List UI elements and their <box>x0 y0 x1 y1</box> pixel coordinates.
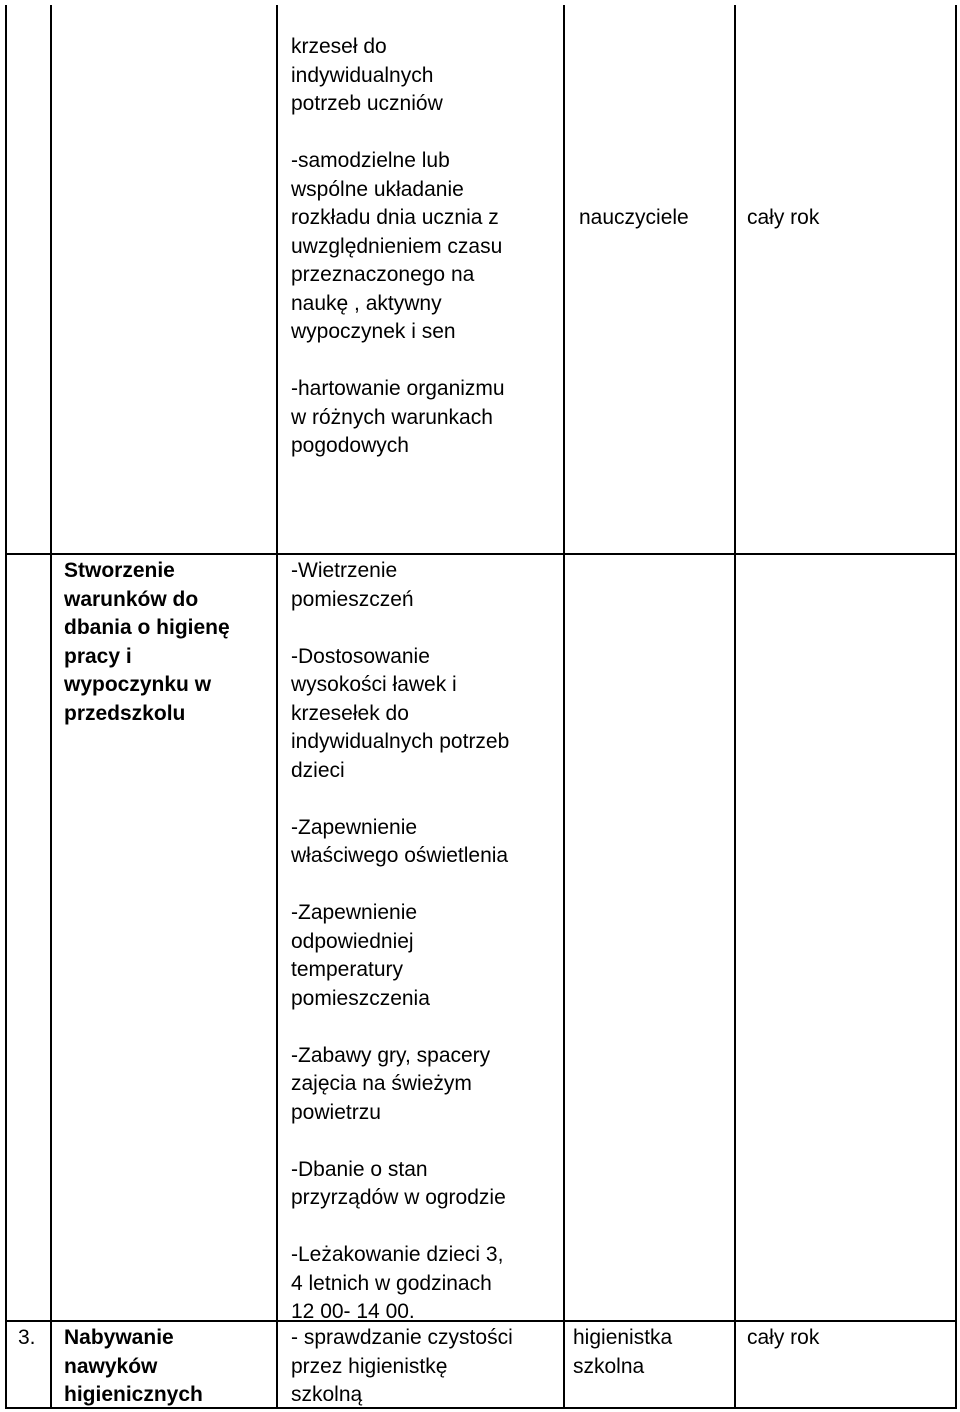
task-text: -Leżakowanie dzieci 3, 4 letnich w godzinach 12 00- 14 00. <box>291 1243 504 1323</box>
column-divider-3 <box>563 5 565 1409</box>
task-text: - sprawdzanie czystości przez higienistkę szkolną <box>291 1326 513 1406</box>
column-divider-2 <box>276 5 278 1409</box>
row-3-number-cell <box>18 1324 48 1353</box>
deadline-text: cały rok <box>747 206 820 229</box>
responsible-text: higienistka szkolna <box>573 1326 673 1378</box>
responsible-text: nauczyciele <box>579 206 689 229</box>
row-number: 3. <box>18 1326 36 1349</box>
row-2-area-cell <box>64 557 274 728</box>
row-3-area-cell <box>64 1324 274 1410</box>
column-divider-4 <box>734 5 736 1409</box>
area-text: Stworzenie warunków do dbania o higienę pracy i wypoczynku w przedszkolu <box>64 559 230 725</box>
row-divider-1 <box>5 553 957 555</box>
task-text: -Dostosowanie wysokości ławek i krzesełek do indywidualnych potrzeb dzieci <box>291 644 510 782</box>
task-text: -Zapewnienie odpowiedniej temperatury pomieszczenia <box>291 901 430 1010</box>
row-1-deadline-cell <box>747 204 947 233</box>
area-text: Nabywanie nawyków higienicznych <box>64 1326 203 1406</box>
task-text: -Zapewnienie właściwego oświetlenia <box>291 815 509 867</box>
task-text: -samodzielne lub wspólne układanie rozkładu dnia ucznia z uwzględnieniem czasu przeznaczonego na naukę , aktywny wypoczynek i sen <box>291 149 503 343</box>
row-2-tasks-cell <box>291 557 559 1327</box>
task-text: krzeseł do indywidualnych potrzeb uczniów <box>291 35 443 115</box>
task-text: -Wietrzenie pomieszczeń <box>291 559 414 611</box>
deadline-text: cały rok <box>747 1326 820 1349</box>
row-3-deadline-cell <box>747 1324 947 1353</box>
row-1-tasks-cell <box>291 33 559 461</box>
column-divider-1 <box>50 5 52 1409</box>
row-3-responsible-cell <box>573 1324 731 1381</box>
table-border-right <box>955 5 957 1409</box>
table-border-left <box>5 5 7 1409</box>
row-1-responsible-cell <box>579 204 729 233</box>
task-text: -Dbanie o stan przyrządów w ogrodzie <box>291 1157 506 1209</box>
row-3-tasks-cell <box>291 1324 559 1410</box>
task-text: -Zabawy gry, spacery zajęcia na świeżym powietrzu <box>291 1043 491 1124</box>
task-text: -hartowanie organizmu w różnych warunkach pogodowych <box>291 377 505 457</box>
